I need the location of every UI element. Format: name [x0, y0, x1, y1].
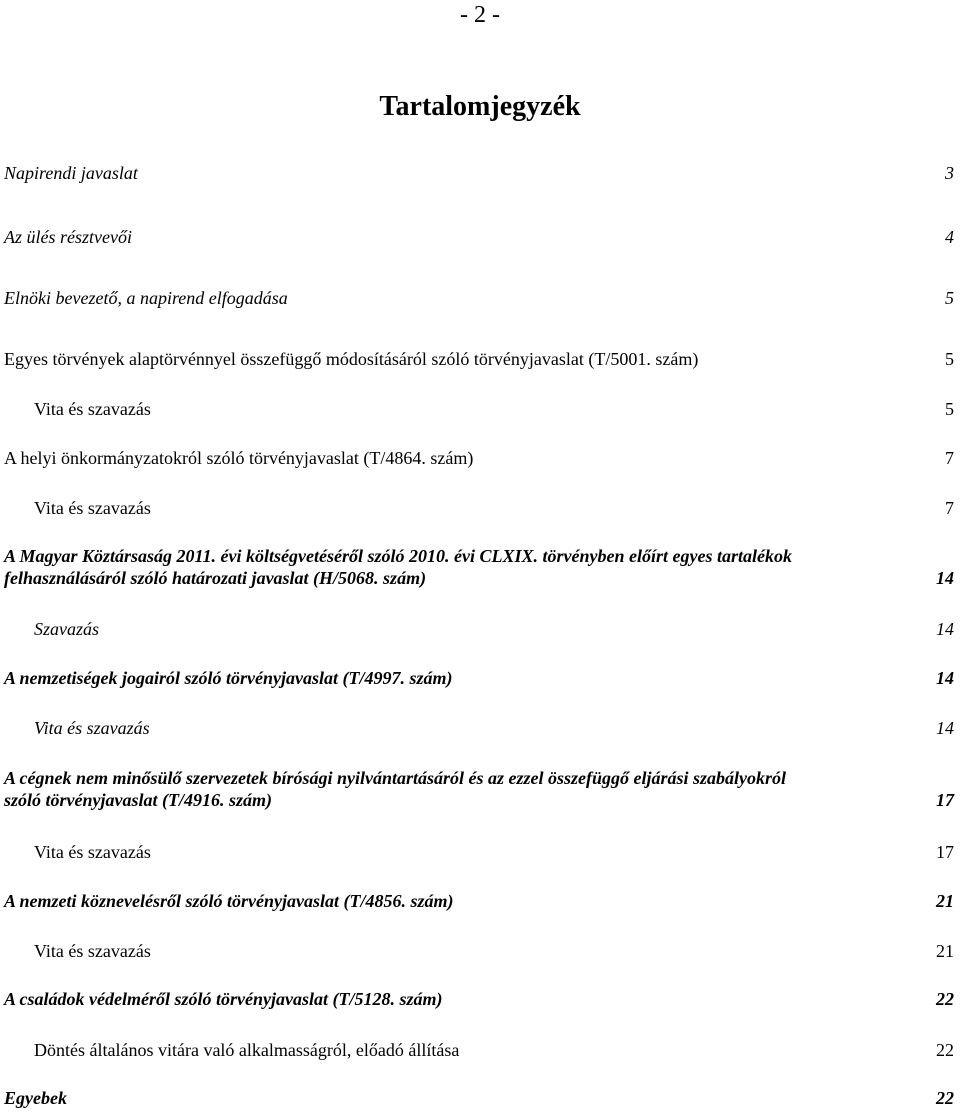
- toc-entry-page: 22: [936, 1040, 954, 1060]
- toc-entry-resztvevok[interactable]: [4, 226, 954, 248]
- toc-entry-t4864[interactable]: [4, 447, 954, 469]
- toc-subentry-vita-es-szavazas[interactable]: [34, 717, 954, 739]
- toc-title: Tartalomjegyzék: [379, 91, 581, 122]
- toc-entry-page: 14: [936, 668, 954, 688]
- toc-entry-napirendi-javaslat[interactable]: [4, 162, 954, 184]
- toc-entry-text: Vita és szavazás: [34, 718, 150, 738]
- toc-subentry-vita-es-szavazas[interactable]: [34, 398, 954, 420]
- toc-entry-text: Napirendi javaslat: [4, 163, 138, 183]
- toc-entry-page: 3: [945, 163, 954, 183]
- toc-entry-page: 14: [936, 619, 954, 639]
- toc-entry-t4856[interactable]: [4, 890, 954, 912]
- toc-entry-page: 4: [945, 227, 954, 247]
- toc-entry-text: A nemzetiségek jogairól szóló törvényjavaslat (T/4997. szám): [4, 668, 453, 688]
- toc-entry-text: Vita és szavazás: [34, 941, 151, 961]
- toc-entry-page: 5: [945, 399, 954, 419]
- toc-entry-page: 7: [945, 498, 954, 518]
- toc-entry-text-line2: felhasználásáról szóló határozati javaslat (H/5068. szám): [4, 568, 427, 588]
- toc-entry-text: Vita és szavazás: [34, 842, 151, 862]
- toc-entry-page: 17: [936, 842, 954, 862]
- toc-subentry-szavazas[interactable]: [34, 618, 954, 640]
- toc-entry-text-line2: szóló törvényjavaslat (T/4916. szám): [4, 790, 272, 810]
- page-number: - 2 -: [460, 2, 500, 28]
- toc-entry-page: 14: [936, 568, 954, 588]
- toc-entry-elnoki-bevezeto[interactable]: [4, 287, 954, 309]
- toc-subentry-dontes[interactable]: [34, 1039, 954, 1061]
- toc-entry-page: 22: [936, 989, 954, 1009]
- toc-entry-text: A nemzeti köznevelésről szóló törvényjavaslat (T/4856. szám): [4, 891, 454, 911]
- toc-entry-text: Vita és szavazás: [34, 399, 151, 419]
- toc-subentry-vita-es-szavazas[interactable]: [34, 940, 954, 962]
- toc-entry-text: Vita és szavazás: [34, 498, 151, 518]
- toc-entry-page: 5: [945, 349, 954, 369]
- toc-entry-t5128[interactable]: [4, 988, 954, 1010]
- toc-entry-text: Egyebek: [4, 1088, 67, 1108]
- toc-entry-page: 17: [936, 790, 954, 810]
- toc-entry-t4916[interactable]: [4, 767, 954, 811]
- toc-entry-text-line1: A Magyar Köztársaság 2011. évi költségvetéséről szóló 2010. évi CLXIX. törvényben előírt egyes tartalékok: [4, 546, 792, 566]
- toc-entry-t4997[interactable]: [4, 667, 954, 689]
- toc-entry-text: Az ülés résztvevői: [4, 227, 132, 247]
- toc-subentry-vita-es-szavazas[interactable]: [34, 497, 954, 519]
- toc-entry-text: A családok védelméről szóló törvényjavaslat (T/5128. szám): [4, 989, 443, 1009]
- toc-entry-text-line1: A cégnek nem minősülő szervezetek bírósági nyilvántartásáról és az ezzel összefüggő eljárási szabályokról: [4, 768, 787, 788]
- toc-entry-page: 7: [945, 448, 954, 468]
- toc-entry-text: Egyes törvények alaptörvénnyel összefüggő módosításáról szóló törvényjavaslat (T/5001. szám): [4, 349, 699, 369]
- toc-entry-t5001[interactable]: [4, 348, 954, 370]
- toc-subentry-vita-es-szavazas[interactable]: [34, 841, 954, 863]
- toc-entry-egyebek[interactable]: [4, 1087, 954, 1109]
- toc-entry-page: 21: [936, 891, 954, 911]
- toc-entry-page: 22: [936, 1088, 954, 1108]
- toc-entry-h5068[interactable]: [4, 545, 954, 589]
- toc-entry-page: 5: [945, 288, 954, 308]
- toc-entry-page: 21: [936, 941, 954, 961]
- toc-entry-text: A helyi önkormányzatokról szóló törvényjavaslat (T/4864. szám): [4, 448, 474, 468]
- toc-entry-text: Döntés általános vitára való alkalmasságról, előadó állítása: [34, 1040, 460, 1060]
- toc-entry-page: 14: [936, 718, 954, 738]
- toc-entry-text: Szavazás: [34, 619, 100, 639]
- toc-entry-text: Elnöki bevezető, a napirend elfogadása: [4, 288, 288, 308]
